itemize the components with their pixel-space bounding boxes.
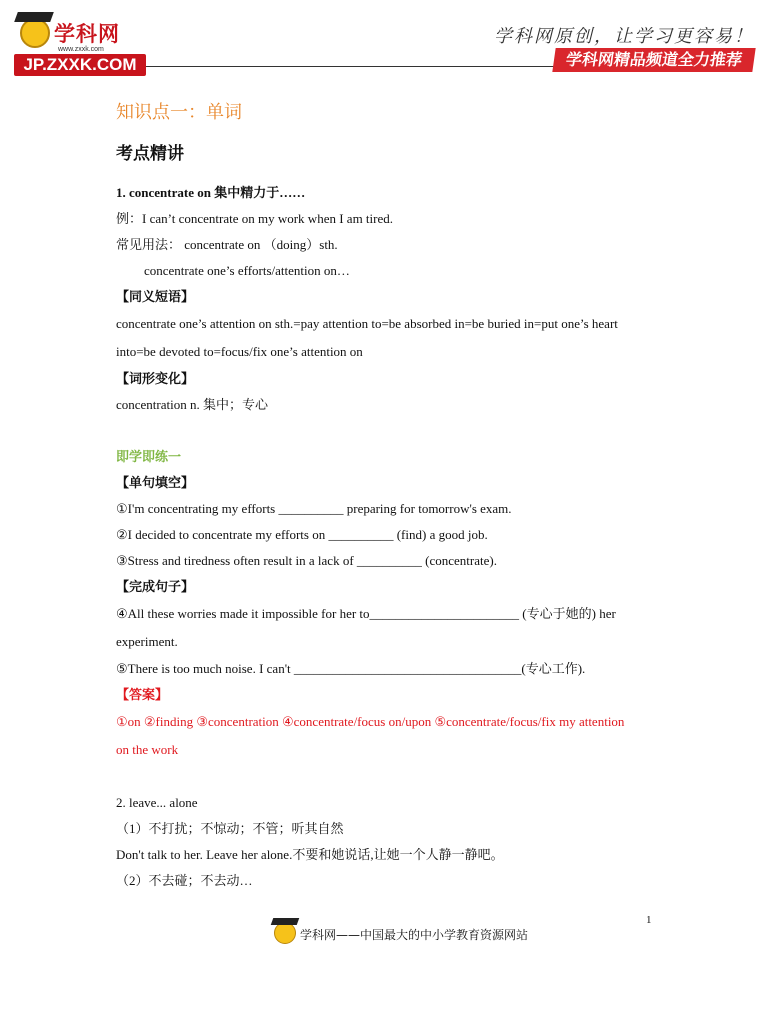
question-item: ④All these worries made it impossible for her to_______________________ (专心于她的) her bbox=[116, 606, 616, 621]
usage-line: concentrate one’s efforts/attention on… bbox=[144, 263, 350, 278]
answer-heading: 【答案】 bbox=[116, 687, 169, 702]
site-logo[interactable] bbox=[14, 12, 146, 76]
answer-text: ①on ②finding ③concentration ④concentrate/focus on/upon ⑤concentrate/focus/fix my attention bbox=[116, 714, 625, 729]
question-item: ②I decided to concentrate my efforts on __________ (find) a good job. bbox=[116, 527, 488, 542]
section-title: 知识点一：单词 bbox=[116, 102, 242, 123]
document-body bbox=[116, 98, 651, 894]
question-item: ⑤There is too much noise. I can't ___________________________________(专心工作). bbox=[116, 661, 586, 676]
graduation-cap-icon bbox=[271, 918, 300, 925]
derivative-heading: 【词形变化】 bbox=[116, 371, 195, 386]
synonym-heading: 【同义短语】 bbox=[116, 289, 195, 304]
logo-site-badge: JP.ZXXK.COM bbox=[14, 54, 146, 76]
header-divider bbox=[146, 66, 554, 67]
complete-sentence-heading: 【完成句子】 bbox=[116, 579, 195, 594]
graduation-cap-icon bbox=[14, 12, 54, 22]
mascot-icon bbox=[20, 18, 50, 48]
synonym-text: concentrate one’s attention on sth.=pay attention to=be absorbed in=be buried in=put one’s heart bbox=[116, 316, 618, 331]
mascot-icon bbox=[274, 922, 296, 944]
header-slogan: 学科网原创，让学习更容易！ bbox=[494, 26, 754, 47]
question-item: experiment. bbox=[116, 634, 178, 649]
footer bbox=[274, 918, 529, 948]
example-sentence: Don't talk to her. Leave her alone.不要和她说话,让她一个人静一静吧。 bbox=[116, 847, 504, 862]
synonym-text: into=be devoted to=focus/fix one’s attention on bbox=[116, 344, 363, 359]
header-banner: 学科网精品频道全力推荐 bbox=[552, 48, 755, 72]
answer-text: on the work bbox=[116, 742, 179, 757]
sense-line: （2）不去碰；不去动… bbox=[116, 873, 253, 888]
usage-line: 常见用法： concentrate on （doing）sth. bbox=[116, 237, 338, 252]
sub-title: 考点精讲 bbox=[116, 144, 184, 164]
item-heading: 1. concentrate on 集中精力于…… bbox=[116, 185, 306, 200]
question-item: ③Stress and tiredness often result in a lack of __________ (concentrate). bbox=[116, 553, 497, 568]
footer-text: 学科网——中国最大的中小学教育资源网站 bbox=[300, 928, 529, 942]
item-heading: 2. leave... alone bbox=[116, 795, 198, 810]
example-sentence: 例：I can’t concentrate on my work when I am tired. bbox=[116, 211, 393, 226]
page-number: 1 bbox=[646, 914, 652, 926]
logo-url: www.zxxk.com bbox=[58, 46, 104, 53]
question-item: ①I'm concentrating my efforts __________ preparing for tomorrow's exam. bbox=[116, 501, 512, 516]
fill-blank-heading: 【单句填空】 bbox=[116, 475, 195, 490]
logo-name: 学科网 bbox=[54, 22, 120, 46]
derivative-text: concentration n. 集中；专心 bbox=[116, 397, 268, 412]
practice-heading: 即学即练一 bbox=[116, 449, 182, 464]
sense-line: （1）不打扰；不惊动；不管；听其自然 bbox=[116, 821, 344, 836]
